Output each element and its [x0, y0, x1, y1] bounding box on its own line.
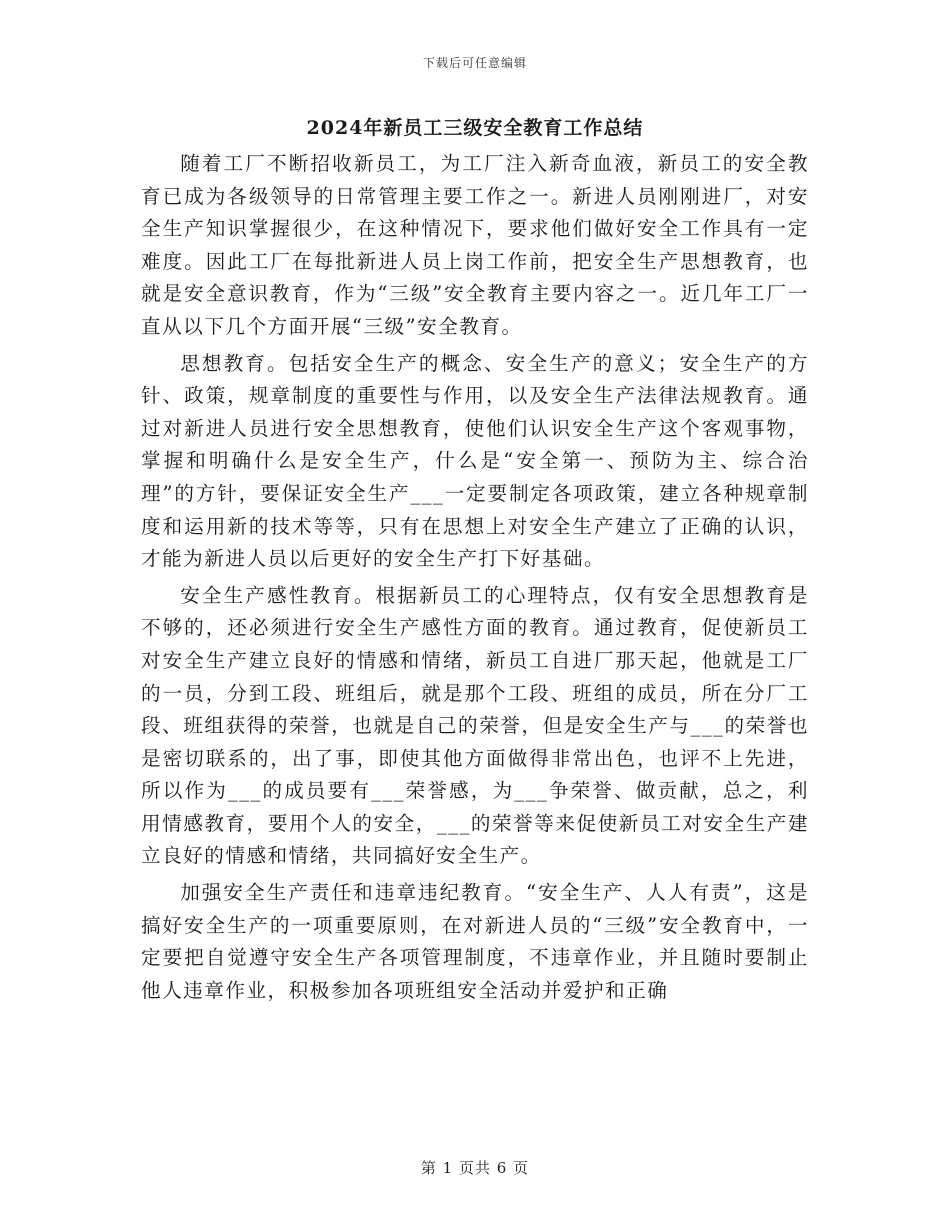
paragraph-responsibility-education: 加强安全生产责任和违章违纪教育。“安全生产、人人有责”，这是搞好安全生产的一项重要原则，在对新进人员的“三级”安全教育中，一定要把自觉遵守安全生产各项管理制度，不违章作业，并且随时要制止他人违章作业，积极参加各项班组安全活动并爱护和正确 — [141, 881, 809, 1002]
page-number: 第 1 页共 6 页 — [420, 1159, 530, 1177]
paragraph-intro: 随着工厂不断招收新员工，为工厂注入新奇血液，新员工的安全教育已成为各级领导的日常管理主要工作之一。新进人员刚刚进厂，对安全生产知识掌握很少，在这种情况下，要求他们做好安全工作具有一定难度。因此工厂在每批新进人员上岗工作前，把安全生产思想教育，也就是安全意识教育，作为“三级”安全教育主要内容之一。近几年工厂一直从以下几个方面开展“三级”安全教育。 — [141, 152, 809, 338]
paragraph-ideology-education: 思想教育。包括安全生产的概念、安全生产的意义；安全生产的方针、政策，规章制度的重要性与作用，以及安全生产法律法规教育。通过对新进人员进行安全思想教育，使他们认识安全生产这个客观事物，掌握和明确什么是安全生产，什么是“安全第一、预防为主、综合治理”的方针，要保证安全生产___一定要制定各项政策，建立各种规章制度和运用新的技术等等，只有在思想上对安全生产建立了正确的认识，才能为新进人员以后更好的安全生产打下好基础。 — [141, 351, 809, 571]
paragraph-perceptual-education: 安全生产感性教育。根据新员工的心理特点，仅有安全思想教育是不够的，还必须进行安全生产感性方面的教育。通过教育，促使新员工对安全生产建立良好的情感和情绪，新员工自进厂那天起，他就是工厂的一员，分到工段、班组后，就是那个工段、班组的成员，所在分厂工段、班组获得的荣誉，也就是自己的荣誉，但是安全生产与___的荣誉也是密切联系的，出了事，即使其他方面做得非常出色，也评不上先进，所以作为___的成员要有___荣誉感，为___争荣誉、做贡献，总之，利用情感教育，要用个人的安全，___的荣誉等来促使新员工对安全生产建立良好的情感和情绪，共同搞好安全生产。 — [141, 583, 809, 868]
document-title: 2024年新员工三级安全教育工作总结 — [306, 117, 644, 139]
header-note: 下载后可任意编辑 — [422, 56, 527, 70]
document-body — [141, 148, 809, 1011]
